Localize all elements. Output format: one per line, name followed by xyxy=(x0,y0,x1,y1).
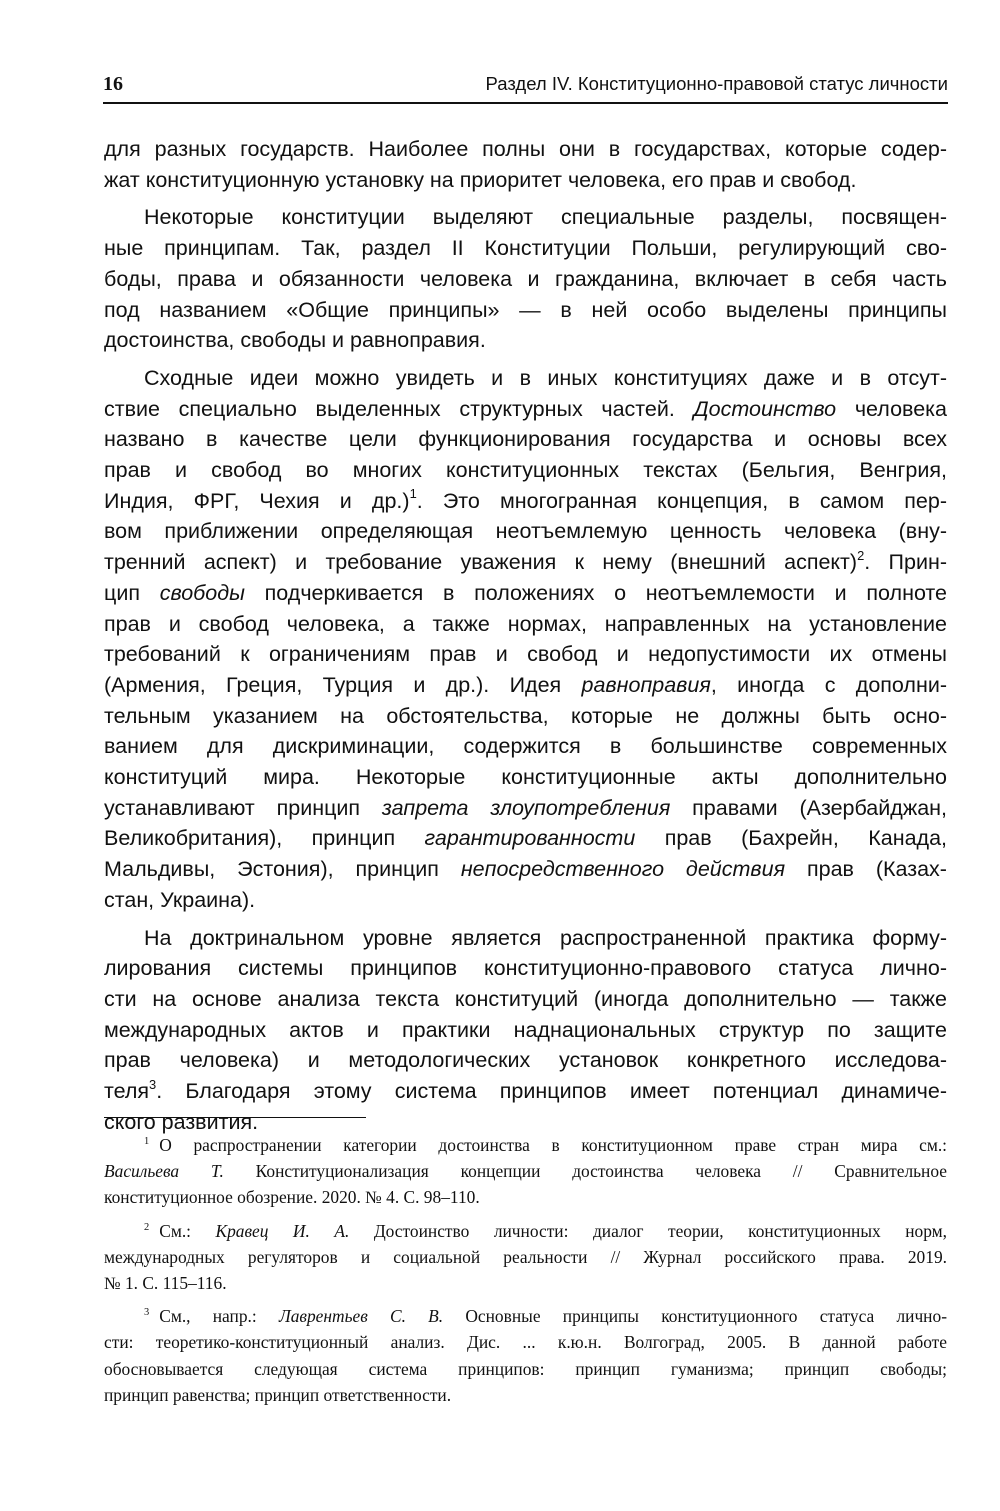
emphasis-freedom: свободы xyxy=(159,580,245,605)
footnotes xyxy=(104,1132,947,1415)
footnote-mark: 3 xyxy=(144,1307,150,1319)
text-line: под названием «Общие принципы» — в ней особо выделены принципы xyxy=(104,297,947,322)
footnote-ref-1: 1 xyxy=(409,486,417,502)
emphasis-abuse-ban: запрета злоупотребления xyxy=(381,795,671,820)
text-line: ванием для дискриминации, содержится в большинстве современных xyxy=(104,734,947,759)
footnote-line: международных регуляторов и социальной реальности // Журнал российского права. 2019. xyxy=(104,1246,947,1267)
footnote-2 xyxy=(104,1218,947,1297)
footnote-ref-3: 3 xyxy=(149,1076,157,1092)
footnote-1 xyxy=(104,1132,947,1211)
text-line: тренний аспект) и требование уважения к нему (внешний аспект)$^2$. Прин- xyxy=(104,547,947,575)
text-line: Сходные идеи можно увидеть и в иных конституциях даже и в отсут- xyxy=(144,365,947,390)
text-line: прав и свобод во многих конституционных текстах (Бельгия, Венгрия, xyxy=(104,458,947,483)
emphasis-direct-action: непосредственного действия xyxy=(460,857,786,882)
text-line: ные принципам. Так, раздел II Конституции Польши, регулирующий сво- xyxy=(104,236,947,261)
text-line: На доктринальном уровне является распространенной практика форму- xyxy=(144,925,947,950)
footnote-3 xyxy=(104,1303,947,1408)
main-text xyxy=(104,134,947,1138)
paragraph-4 xyxy=(104,923,947,1138)
paragraph-1 xyxy=(104,134,947,195)
text-line: теля$^3$. Благодаря этому система принципов имеет потенциал динамиче- xyxy=(104,1076,947,1104)
text-line: боды, права и обязанности человека и гражданина, включает в себя часть xyxy=(104,266,947,291)
emphasis-guarantee: гарантированности xyxy=(424,826,636,851)
text-line: стан, Украина). xyxy=(104,887,256,912)
text-line: прав человека) и методологических установок конкретного исследова- xyxy=(104,1048,947,1073)
text-line: ствие специально выделенных структурных частей. Достоинство человека xyxy=(104,396,947,421)
footnote-line: $^3$ См., напр.: Лаврентьев С. В. Основные принципы конституционного статуса лично- xyxy=(144,1306,947,1327)
text-line: вом приближении определяющая неотъемлемую ценность человека (вну- xyxy=(104,519,947,544)
footnote-line: № 1. С. 115–116. xyxy=(104,1273,227,1294)
text-line: (Армения, Греция, Турция и др.). Идея равноправия, иногда с дополни- xyxy=(104,672,947,697)
text-line: Мальдивы, Эстония), принцип непосредственного действия прав (Казах- xyxy=(104,857,947,882)
running-header xyxy=(103,70,948,102)
footnote-separator xyxy=(104,1117,366,1118)
text-line: достоинства, свободы и равноправия. xyxy=(104,328,486,353)
footnote-line: конституционное обозрение. 2020. № 4. С. 98–110. xyxy=(104,1187,480,1208)
footnote-line: Васильева Т. Конституционализация концепции достоинства человека // Сравнительное xyxy=(104,1161,947,1182)
footnote-line: обосновывается следующая система принципов: принцип гуманизма; принцип свободы; xyxy=(104,1358,947,1379)
text-line: для разных государств. Наиболее полны они в государствах, которые содер- xyxy=(104,137,947,161)
text-line: требований к ограничениям прав и свобод и недопустимости их отмены xyxy=(104,642,947,667)
emphasis-dignity: Достоинство xyxy=(693,396,837,421)
footnote-line: принцип равенства; принцип ответственности. xyxy=(104,1384,452,1405)
text-line: устанавливают принцип запрета злоупотребления правами (Азербайджан, xyxy=(104,795,948,820)
emphasis-equality: равноправия xyxy=(581,672,711,697)
footnote-line: сти: теоретико-конституционный анализ. Дис. ... к.ю.н. Волгоград, 2005. В данной работе xyxy=(104,1332,947,1353)
text-line: конституций мира. Некоторые конституционные акты дополнительно xyxy=(104,765,947,790)
section-title: Раздел IV. Конституционно-правовой статус личности xyxy=(485,73,948,94)
text-line: Великобритания), принцип гарантированности прав (Бахрейн, Канада, xyxy=(104,826,947,851)
text-line: лирования системы принципов конституционно-правового статуса лично- xyxy=(104,956,947,981)
text-line: сти на основе анализа текста конституций (иногда дополнительно — также xyxy=(104,986,947,1011)
footnote-mark: 2 xyxy=(144,1221,150,1233)
text-line: международных актов и практики наднациональных структур по защите xyxy=(104,1017,947,1042)
footnote-author: Васильева Т. xyxy=(104,1161,224,1182)
footnote-mark: 1 xyxy=(144,1136,150,1148)
text-line: цип свободы подчеркивается в положениях о неотъемлемости и полноте xyxy=(104,580,947,605)
text-line: Индия, ФРГ, Чехия и др.)$^1$. Это многогранная концепция, в самом пер- xyxy=(104,486,947,513)
footnote-author: Лаврентьев С. В. xyxy=(278,1306,444,1327)
text-line: Некоторые конституции выделяют специальные разделы, посвящен- xyxy=(144,205,947,230)
footnote-line: $^2$ См.: Кравец И. А. Достоинство личности: диалог теории, конституционных норм, xyxy=(144,1220,947,1241)
footnote-ref-2: 2 xyxy=(857,547,865,563)
page-number: 16 xyxy=(103,73,123,95)
header-rule xyxy=(103,102,948,104)
text-line: ского развития. xyxy=(104,1109,259,1134)
text-line: названо в качестве цели функционирования государства и основы всех xyxy=(104,427,947,452)
text-line: жат конституционную установку на приоритет человека, его прав и свобод. xyxy=(104,167,857,192)
footnote-line: $^1$ О распространении категории достоинства в конституционном праве стран мира см.: xyxy=(144,1135,947,1155)
text-line: прав и свобод человека, а также нормах, направленных на установление xyxy=(104,611,947,636)
footnote-author: Кравец И. А. xyxy=(215,1220,350,1241)
paragraph-3 xyxy=(104,363,947,916)
text-line: тельным указанием на обстоятельства, которые не должны быть осно- xyxy=(104,703,947,728)
paragraph-2 xyxy=(104,202,947,356)
